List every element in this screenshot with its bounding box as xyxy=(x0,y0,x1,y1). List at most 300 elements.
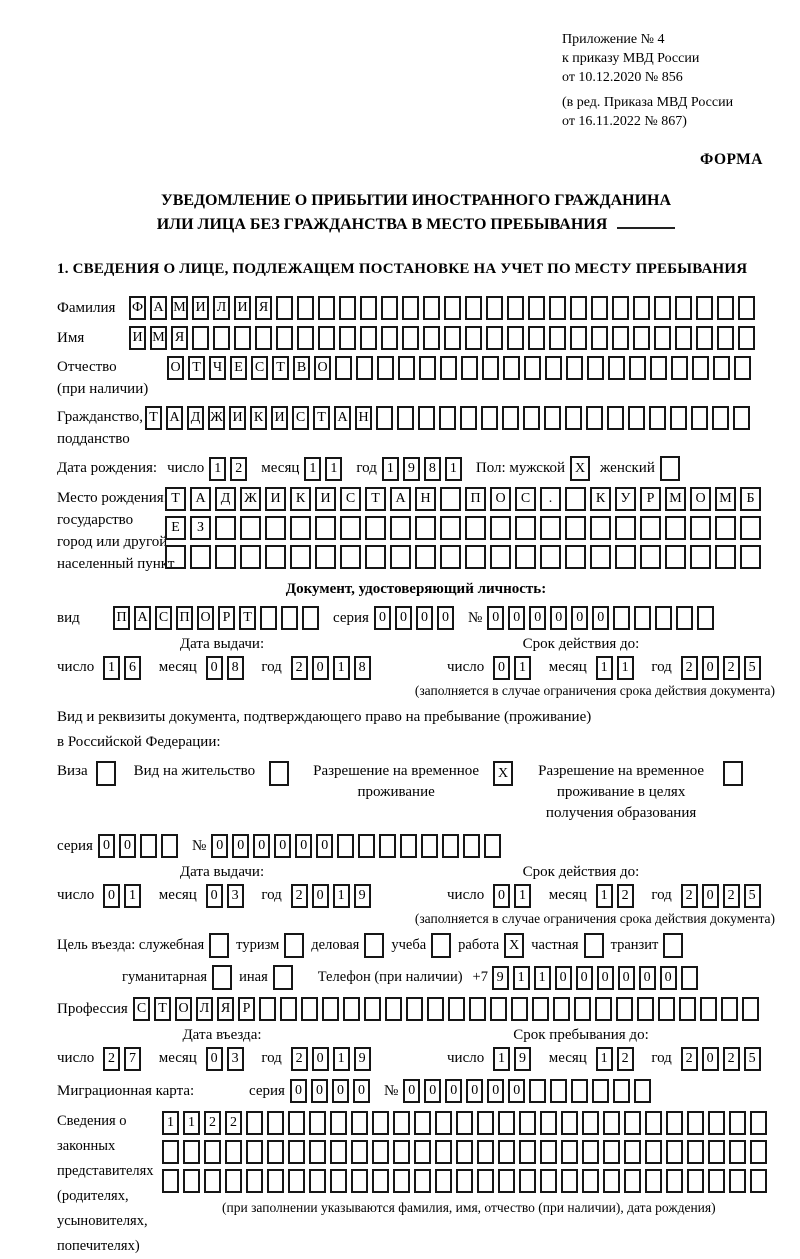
char-cell[interactable] xyxy=(665,545,686,569)
char-cell[interactable] xyxy=(665,516,686,540)
char-cell[interactable]: 1 xyxy=(333,1047,350,1071)
char-cell[interactable] xyxy=(608,356,625,380)
char-cell[interactable] xyxy=(390,545,411,569)
char-cell[interactable]: 0 xyxy=(508,1079,525,1103)
char-cell[interactable]: 0 xyxy=(702,656,719,680)
char-cell[interactable]: 1 xyxy=(514,656,531,680)
char-cell[interactable] xyxy=(402,296,419,320)
char-cell[interactable] xyxy=(633,296,650,320)
char-cell[interactable] xyxy=(343,997,360,1021)
char-cell[interactable] xyxy=(561,1140,578,1164)
char-cell[interactable] xyxy=(165,545,186,569)
char-cell[interactable] xyxy=(565,406,582,430)
char-cell[interactable] xyxy=(364,997,381,1021)
char-cell[interactable] xyxy=(587,356,604,380)
char-cell[interactable] xyxy=(427,997,444,1021)
char-cell[interactable]: Р xyxy=(640,487,661,511)
char-cell[interactable] xyxy=(566,356,583,380)
char-cell[interactable] xyxy=(700,997,717,1021)
char-cell[interactable]: А xyxy=(150,296,167,320)
char-cell[interactable]: 9 xyxy=(354,884,371,908)
char-cell[interactable]: 1 xyxy=(514,884,531,908)
char-cell[interactable]: 0 xyxy=(437,606,454,630)
char-cell[interactable]: 0 xyxy=(353,1079,370,1103)
char-cell[interactable] xyxy=(717,296,734,320)
char-cell[interactable] xyxy=(290,545,311,569)
char-cell[interactable] xyxy=(692,356,709,380)
char-cell[interactable] xyxy=(696,326,713,350)
char-cell[interactable]: 0 xyxy=(618,966,635,990)
char-cell[interactable] xyxy=(183,1169,200,1193)
char-cell[interactable] xyxy=(590,545,611,569)
char-cell[interactable] xyxy=(649,406,666,430)
sex-male-checkbox[interactable]: X xyxy=(570,456,590,481)
char-cell[interactable] xyxy=(385,997,402,1021)
char-cell[interactable] xyxy=(465,516,486,540)
char-cell[interactable]: Н xyxy=(355,406,372,430)
char-cell[interactable] xyxy=(629,356,646,380)
char-cell[interactable] xyxy=(515,516,536,540)
char-cell[interactable] xyxy=(523,406,540,430)
char-cell[interactable] xyxy=(435,1169,452,1193)
char-cell[interactable] xyxy=(690,516,711,540)
char-cell[interactable] xyxy=(687,1111,704,1135)
char-cell[interactable] xyxy=(561,1111,578,1135)
char-cell[interactable] xyxy=(582,1111,599,1135)
char-cell[interactable] xyxy=(301,997,318,1021)
char-cell[interactable] xyxy=(360,296,377,320)
char-cell[interactable] xyxy=(540,516,561,540)
char-cell[interactable] xyxy=(570,326,587,350)
char-cell[interactable] xyxy=(477,1111,494,1135)
char-cell[interactable]: 0 xyxy=(232,834,249,858)
char-cell[interactable] xyxy=(519,1111,536,1135)
char-cell[interactable] xyxy=(460,406,477,430)
char-cell[interactable] xyxy=(603,1169,620,1193)
char-cell[interactable] xyxy=(372,1111,389,1135)
char-cell[interactable]: П xyxy=(113,606,130,630)
temporary-residence-checkbox[interactable]: X xyxy=(493,761,513,786)
char-cell[interactable]: 0 xyxy=(332,1079,349,1103)
char-cell[interactable] xyxy=(265,545,286,569)
char-cell[interactable] xyxy=(260,606,277,630)
char-cell[interactable]: 1 xyxy=(596,884,613,908)
char-cell[interactable] xyxy=(655,606,672,630)
char-cell[interactable] xyxy=(267,1169,284,1193)
char-cell[interactable] xyxy=(381,296,398,320)
char-cell[interactable] xyxy=(528,296,545,320)
char-cell[interactable]: И xyxy=(229,406,246,430)
char-cell[interactable]: Т xyxy=(365,487,386,511)
char-cell[interactable] xyxy=(356,356,373,380)
char-cell[interactable]: 2 xyxy=(681,884,698,908)
char-cell[interactable] xyxy=(498,1111,515,1135)
char-cell[interactable] xyxy=(721,997,738,1021)
char-cell[interactable]: 0 xyxy=(290,1079,307,1103)
char-cell[interactable] xyxy=(340,516,361,540)
char-cell[interactable] xyxy=(204,1140,221,1164)
char-cell[interactable] xyxy=(379,834,396,858)
char-cell[interactable] xyxy=(615,545,636,569)
char-cell[interactable]: 0 xyxy=(295,834,312,858)
char-cell[interactable] xyxy=(565,487,586,511)
char-cell[interactable] xyxy=(393,1111,410,1135)
char-cell[interactable] xyxy=(697,606,714,630)
char-cell[interactable] xyxy=(708,1169,725,1193)
char-cell[interactable]: 2 xyxy=(291,884,308,908)
char-cell[interactable]: 2 xyxy=(291,1047,308,1071)
char-cell[interactable]: 0 xyxy=(312,1047,329,1071)
char-cell[interactable] xyxy=(461,356,478,380)
char-cell[interactable]: О xyxy=(690,487,711,511)
char-cell[interactable]: Т xyxy=(154,997,171,1021)
char-cell[interactable] xyxy=(465,545,486,569)
char-cell[interactable] xyxy=(549,296,566,320)
char-cell[interactable] xyxy=(590,516,611,540)
char-cell[interactable] xyxy=(544,406,561,430)
sex-female-checkbox[interactable] xyxy=(660,456,680,481)
char-cell[interactable] xyxy=(225,1169,242,1193)
char-cell[interactable] xyxy=(398,356,415,380)
char-cell[interactable]: 0 xyxy=(395,606,412,630)
char-cell[interactable]: И xyxy=(192,296,209,320)
char-cell[interactable]: 0 xyxy=(576,966,593,990)
char-cell[interactable] xyxy=(225,1140,242,1164)
char-cell[interactable]: О xyxy=(314,356,331,380)
char-cell[interactable] xyxy=(607,406,624,430)
char-cell[interactable] xyxy=(490,545,511,569)
char-cell[interactable]: 9 xyxy=(492,966,509,990)
visa-checkbox[interactable] xyxy=(96,761,116,786)
char-cell[interactable]: 1 xyxy=(513,966,530,990)
char-cell[interactable] xyxy=(613,606,630,630)
char-cell[interactable] xyxy=(550,1079,567,1103)
char-cell[interactable]: 0 xyxy=(466,1079,483,1103)
char-cell[interactable]: 2 xyxy=(617,1047,634,1071)
char-cell[interactable] xyxy=(288,1140,305,1164)
char-cell[interactable] xyxy=(717,326,734,350)
char-cell[interactable]: 7 xyxy=(124,1047,141,1071)
char-cell[interactable]: Д xyxy=(187,406,204,430)
char-cell[interactable] xyxy=(729,1140,746,1164)
char-cell[interactable]: 1 xyxy=(124,884,141,908)
char-cell[interactable]: С xyxy=(292,406,309,430)
char-cell[interactable] xyxy=(712,406,729,430)
char-cell[interactable]: 0 xyxy=(119,834,136,858)
char-cell[interactable]: 5 xyxy=(744,884,761,908)
char-cell[interactable] xyxy=(265,516,286,540)
char-cell[interactable] xyxy=(486,326,503,350)
char-cell[interactable] xyxy=(603,1111,620,1135)
char-cell[interactable] xyxy=(444,326,461,350)
char-cell[interactable]: Т xyxy=(272,356,289,380)
char-cell[interactable] xyxy=(335,356,352,380)
char-cell[interactable]: К xyxy=(290,487,311,511)
char-cell[interactable] xyxy=(612,326,629,350)
char-cell[interactable] xyxy=(440,487,461,511)
char-cell[interactable]: И xyxy=(234,296,251,320)
char-cell[interactable]: 0 xyxy=(211,834,228,858)
purpose-tourism-checkbox[interactable] xyxy=(284,933,304,958)
char-cell[interactable] xyxy=(402,326,419,350)
char-cell[interactable] xyxy=(490,997,507,1021)
char-cell[interactable] xyxy=(565,516,586,540)
char-cell[interactable]: И xyxy=(129,326,146,350)
char-cell[interactable]: Ф xyxy=(129,296,146,320)
char-cell[interactable]: Е xyxy=(230,356,247,380)
char-cell[interactable]: К xyxy=(590,487,611,511)
char-cell[interactable] xyxy=(654,296,671,320)
char-cell[interactable]: . xyxy=(540,487,561,511)
char-cell[interactable]: 0 xyxy=(206,1047,223,1071)
char-cell[interactable] xyxy=(414,1140,431,1164)
char-cell[interactable] xyxy=(377,356,394,380)
char-cell[interactable] xyxy=(465,296,482,320)
char-cell[interactable] xyxy=(477,1140,494,1164)
char-cell[interactable] xyxy=(582,1169,599,1193)
residence-permit-checkbox[interactable] xyxy=(269,761,289,786)
char-cell[interactable]: 0 xyxy=(550,606,567,630)
char-cell[interactable] xyxy=(440,516,461,540)
char-cell[interactable] xyxy=(482,356,499,380)
char-cell[interactable]: 2 xyxy=(225,1111,242,1135)
char-cell[interactable] xyxy=(561,1169,578,1193)
char-cell[interactable] xyxy=(309,1140,326,1164)
char-cell[interactable]: 1 xyxy=(325,457,342,481)
char-cell[interactable] xyxy=(259,997,276,1021)
char-cell[interactable]: О xyxy=(175,997,192,1021)
char-cell[interactable] xyxy=(532,997,549,1021)
char-cell[interactable] xyxy=(591,296,608,320)
char-cell[interactable] xyxy=(315,545,336,569)
char-cell[interactable] xyxy=(415,545,436,569)
char-cell[interactable] xyxy=(267,1140,284,1164)
char-cell[interactable]: Т xyxy=(239,606,256,630)
char-cell[interactable] xyxy=(750,1169,767,1193)
char-cell[interactable]: 1 xyxy=(596,656,613,680)
char-cell[interactable] xyxy=(634,606,651,630)
char-cell[interactable] xyxy=(734,356,751,380)
char-cell[interactable] xyxy=(708,1140,725,1164)
char-cell[interactable] xyxy=(740,516,761,540)
char-cell[interactable]: 1 xyxy=(596,1047,613,1071)
char-cell[interactable] xyxy=(390,516,411,540)
char-cell[interactable]: Р xyxy=(238,997,255,1021)
char-cell[interactable]: 0 xyxy=(597,966,614,990)
char-cell[interactable] xyxy=(190,545,211,569)
char-cell[interactable] xyxy=(666,1169,683,1193)
char-cell[interactable] xyxy=(515,545,536,569)
char-cell[interactable]: Ч xyxy=(209,356,226,380)
char-cell[interactable] xyxy=(330,1169,347,1193)
char-cell[interactable] xyxy=(740,545,761,569)
char-cell[interactable] xyxy=(528,326,545,350)
char-cell[interactable] xyxy=(715,545,736,569)
temporary-residence-education-checkbox[interactable] xyxy=(723,761,743,786)
char-cell[interactable] xyxy=(456,1140,473,1164)
char-cell[interactable] xyxy=(381,326,398,350)
char-cell[interactable]: 0 xyxy=(702,1047,719,1071)
char-cell[interactable] xyxy=(486,296,503,320)
char-cell[interactable] xyxy=(681,966,698,990)
char-cell[interactable] xyxy=(440,356,457,380)
char-cell[interactable] xyxy=(687,1169,704,1193)
char-cell[interactable] xyxy=(666,1140,683,1164)
char-cell[interactable]: 2 xyxy=(681,656,698,680)
char-cell[interactable] xyxy=(616,997,633,1021)
char-cell[interactable]: З xyxy=(190,516,211,540)
char-cell[interactable]: 2 xyxy=(230,457,247,481)
char-cell[interactable] xyxy=(507,296,524,320)
char-cell[interactable]: Я xyxy=(171,326,188,350)
char-cell[interactable] xyxy=(246,1111,263,1135)
char-cell[interactable] xyxy=(288,1111,305,1135)
char-cell[interactable] xyxy=(503,356,520,380)
char-cell[interactable]: 0 xyxy=(508,606,525,630)
char-cell[interactable]: В xyxy=(293,356,310,380)
char-cell[interactable] xyxy=(140,834,157,858)
char-cell[interactable]: 9 xyxy=(354,1047,371,1071)
char-cell[interactable]: 8 xyxy=(227,656,244,680)
char-cell[interactable] xyxy=(574,997,591,1021)
char-cell[interactable]: Т xyxy=(188,356,205,380)
char-cell[interactable]: 1 xyxy=(103,656,120,680)
char-cell[interactable] xyxy=(637,997,654,1021)
char-cell[interactable] xyxy=(586,406,603,430)
char-cell[interactable] xyxy=(309,1111,326,1135)
char-cell[interactable] xyxy=(276,326,293,350)
char-cell[interactable]: 1 xyxy=(617,656,634,680)
char-cell[interactable]: 2 xyxy=(103,1047,120,1071)
purpose-transit-checkbox[interactable] xyxy=(663,933,683,958)
char-cell[interactable] xyxy=(337,834,354,858)
char-cell[interactable] xyxy=(691,406,708,430)
char-cell[interactable] xyxy=(204,1169,221,1193)
char-cell[interactable] xyxy=(162,1169,179,1193)
char-cell[interactable] xyxy=(213,326,230,350)
char-cell[interactable] xyxy=(365,545,386,569)
char-cell[interactable] xyxy=(540,1111,557,1135)
char-cell[interactable]: М xyxy=(150,326,167,350)
char-cell[interactable] xyxy=(715,516,736,540)
char-cell[interactable]: 2 xyxy=(291,656,308,680)
char-cell[interactable]: 0 xyxy=(639,966,656,990)
char-cell[interactable]: 9 xyxy=(403,457,420,481)
char-cell[interactable]: И xyxy=(265,487,286,511)
char-cell[interactable] xyxy=(671,356,688,380)
char-cell[interactable] xyxy=(318,326,335,350)
char-cell[interactable]: 0 xyxy=(103,884,120,908)
char-cell[interactable] xyxy=(161,834,178,858)
char-cell[interactable]: 1 xyxy=(304,457,321,481)
char-cell[interactable]: 0 xyxy=(316,834,333,858)
char-cell[interactable] xyxy=(393,1169,410,1193)
purpose-other-checkbox[interactable] xyxy=(273,965,293,990)
char-cell[interactable] xyxy=(540,1140,557,1164)
char-cell[interactable]: Е xyxy=(165,516,186,540)
char-cell[interactable] xyxy=(330,1111,347,1135)
char-cell[interactable]: 8 xyxy=(424,457,441,481)
char-cell[interactable] xyxy=(687,1140,704,1164)
char-cell[interactable] xyxy=(507,326,524,350)
char-cell[interactable] xyxy=(400,834,417,858)
char-cell[interactable]: 0 xyxy=(253,834,270,858)
char-cell[interactable] xyxy=(376,406,393,430)
char-cell[interactable] xyxy=(397,406,414,430)
char-cell[interactable]: А xyxy=(134,606,151,630)
char-cell[interactable] xyxy=(603,1140,620,1164)
char-cell[interactable]: 3 xyxy=(227,1047,244,1071)
char-cell[interactable] xyxy=(414,1111,431,1135)
char-cell[interactable]: М xyxy=(665,487,686,511)
char-cell[interactable] xyxy=(215,516,236,540)
char-cell[interactable] xyxy=(456,1169,473,1193)
char-cell[interactable] xyxy=(280,997,297,1021)
char-cell[interactable] xyxy=(448,997,465,1021)
char-cell[interactable]: 0 xyxy=(529,606,546,630)
char-cell[interactable]: С xyxy=(515,487,536,511)
char-cell[interactable]: 2 xyxy=(681,1047,698,1071)
purpose-business-checkbox[interactable] xyxy=(364,933,384,958)
char-cell[interactable] xyxy=(571,1079,588,1103)
char-cell[interactable] xyxy=(276,296,293,320)
char-cell[interactable]: 1 xyxy=(445,457,462,481)
char-cell[interactable] xyxy=(351,1169,368,1193)
char-cell[interactable] xyxy=(246,1169,263,1193)
char-cell[interactable]: 1 xyxy=(183,1111,200,1135)
char-cell[interactable] xyxy=(595,997,612,1021)
char-cell[interactable] xyxy=(290,516,311,540)
char-cell[interactable]: Л xyxy=(213,296,230,320)
char-cell[interactable] xyxy=(215,545,236,569)
char-cell[interactable] xyxy=(465,326,482,350)
char-cell[interactable]: 0 xyxy=(416,606,433,630)
char-cell[interactable] xyxy=(490,516,511,540)
title-blank-line[interactable] xyxy=(617,213,675,229)
char-cell[interactable] xyxy=(240,545,261,569)
char-cell[interactable] xyxy=(615,516,636,540)
char-cell[interactable] xyxy=(440,545,461,569)
char-cell[interactable] xyxy=(372,1140,389,1164)
char-cell[interactable] xyxy=(591,326,608,350)
char-cell[interactable]: 0 xyxy=(98,834,115,858)
char-cell[interactable] xyxy=(419,356,436,380)
char-cell[interactable]: 0 xyxy=(312,884,329,908)
char-cell[interactable]: 2 xyxy=(723,884,740,908)
char-cell[interactable] xyxy=(192,326,209,350)
char-cell[interactable] xyxy=(498,1140,515,1164)
char-cell[interactable] xyxy=(240,516,261,540)
char-cell[interactable] xyxy=(415,516,436,540)
char-cell[interactable] xyxy=(297,326,314,350)
char-cell[interactable]: 0 xyxy=(702,884,719,908)
char-cell[interactable] xyxy=(439,406,456,430)
char-cell[interactable] xyxy=(690,545,711,569)
char-cell[interactable] xyxy=(628,406,645,430)
char-cell[interactable] xyxy=(351,1111,368,1135)
char-cell[interactable] xyxy=(358,834,375,858)
char-cell[interactable] xyxy=(511,997,528,1021)
char-cell[interactable]: 0 xyxy=(592,606,609,630)
char-cell[interactable]: М xyxy=(715,487,736,511)
char-cell[interactable] xyxy=(750,1140,767,1164)
char-cell[interactable]: П xyxy=(465,487,486,511)
char-cell[interactable]: 0 xyxy=(487,606,504,630)
purpose-humanitarian-checkbox[interactable] xyxy=(212,965,232,990)
char-cell[interactable]: Л xyxy=(196,997,213,1021)
char-cell[interactable] xyxy=(444,296,461,320)
char-cell[interactable]: А xyxy=(166,406,183,430)
